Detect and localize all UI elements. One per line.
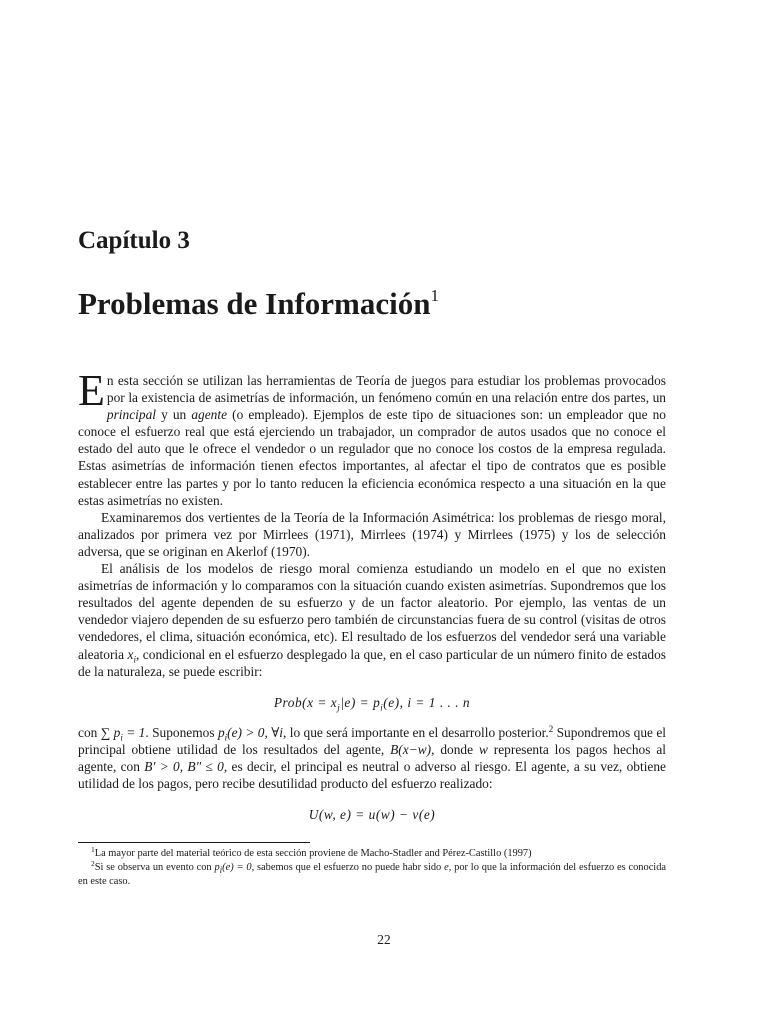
chapter-title-text: Problemas de Información — [78, 286, 431, 321]
paragraph-supuestos: con ∑ $p_i = 1$. Suponemos $p_i(e) > 0$, ∀i, lo que será importante en el desarrollo posterior.$^2$ Supondremos que el principal obtiene utilidad de los resultados del agente, B(x−w), donde w representa los pagos hechos al agente, con B′ > 0, B″ ≤ 0, es decir, el principal es neutral o adverso al riesgo. El agente, a su vez, obtiene utilidad de los pagos, pero recibe desutilidad producto del esfuerzo realizado: — [78, 723, 667, 792]
formula-prob: Prob(x = $x_j|e) = p_i(e)$, i = 1 . . . n — [273, 694, 471, 713]
chapter-body — [78, 366, 667, 836]
term-agente: agente — [191, 407, 228, 423]
footnote-mark-2: 2 — [91, 859, 95, 868]
math-xi: $x_i$ — [127, 646, 137, 665]
math-e: e — [444, 862, 449, 873]
math-b-derivatives: B′ > 0, B″ ≤ 0 — [144, 758, 224, 774]
math-sum-pi: $p_i = 1$ — [113, 724, 146, 743]
chapter-label: Capítulo 3 — [78, 227, 190, 254]
footnote-2: $^2$Si se observa un evento con $p_i(e) = 0$, sabemos que el esfuerzo no puede habr sido e, por lo que la información del esfuerzo es conocida en este caso. — [78, 859, 667, 887]
paragraph-vertientes: Examinaremos dos vertientes de la Teoría de la Información Asimétrica: los problemas de riesgo moral, analizados por primera vez por Mirrlees (1971), Mirrlees (1974) y Mirrlees (1975) y los de selección adversa, que se originan en Akerlof (1970). — [78, 509, 666, 559]
footnotes — [78, 847, 666, 889]
paragraph-riesgo-moral: El análisis de los modelos de riesgo moral comienza estudiando un modelo en el que no existen asimetrías de información y lo comparamos con la situación cuando existen asimetrías. Supondremos que los resultados del agente dependen de su esfuerzo y de un factor aleatorio. Por ejemplo, las ventas de un vendedor viajero dependen de su esfuerzo pero también de circunstancias fuera de su control (visitas de otros vendedores, el clima, situación económica, etc). El resultado de los esfuerzos del vendedor será una variable aleatoria $x_i$, condicional en el esfuerzo desplegado la que, en el caso particular de un número finito de estados de la naturaleza, se puede escribir: — [78, 561, 667, 679]
math-w: w — [478, 741, 488, 757]
paragraph-intro: En esta sección se utilizan las herramientas de Teoría de juegos para estudiar los problemas provocados por la existencia de asimetrías de información, un fenómeno común en una relación entre dos partes, un principal y un agente (o empleado). Ejemplos de este tipo de situaciones son: un empleador que no conoce el esfuerzo real que está ejerciendo un trabajador, un comprador de autos usados que no conoce el estado del auto que le ofrece el vendedor o un regulador que no conoce los costos de la empresa regulada. Estas asimetrías de información tienen efectos importantes, al afectar el tipo de contratos que es posible establecer entre las partes y por lo tanto reducen la eficiencia económica respecto a una situación en la que estas asimetrías no existen. — [78, 366, 666, 508]
math-pi-positive: $p_i(e) > 0$, ∀i — [217, 724, 284, 743]
footnote-1: $^1$La mayor parte del material teórico de esta sección proviene de Macho-Stadler and Pérez-Castillo (1997) — [91, 845, 532, 859]
page-number: 22 — [377, 932, 391, 947]
footnote-mark-1: 1 — [91, 845, 95, 854]
math-bxw: B(x−w) — [390, 741, 432, 757]
footnote-ref-2[interactable]: 2 — [548, 723, 554, 734]
math-pi-zero: $p_i(e) = 0$ — [214, 862, 252, 876]
footnote-divider — [78, 842, 310, 843]
footnote-ref-1[interactable]: 1 — [430, 286, 439, 305]
chapter-title — [78, 287, 439, 319]
formula-utility: U(w, e) = u(w) − v(e) — [308, 807, 436, 823]
term-principal: principal — [106, 407, 156, 423]
drop-cap: E — [78, 366, 105, 415]
